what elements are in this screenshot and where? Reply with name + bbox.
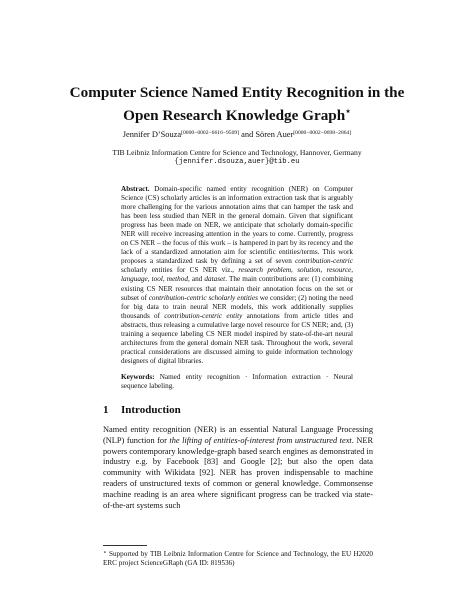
affiliation-line: TIB Leibniz Information Centre for Science and Technology, Hannover, Germany	[112, 148, 362, 157]
affiliation-block	[40, 148, 434, 167]
section-number: 1	[103, 404, 109, 416]
keywords	[121, 373, 353, 391]
author-name: Sören Auer	[255, 130, 294, 139]
title-footnote-mark: ⋆	[345, 106, 351, 116]
section-heading	[103, 404, 373, 417]
footnote-text: Supported by TIB Leibniz Information Centre for Science and Technology, the EU H2020 ERC project ScienceGRaph (GA ID: 819536)	[103, 550, 374, 567]
author-conjunction: and	[241, 130, 254, 139]
abstract-emphasis: contribution-centric	[295, 257, 353, 266]
body-text: . NER powers contemporary knowledge-graph based search engines as demonstrated in industry e.g. by Facebook [83] and Google [2]; but also the open data community with Wikidata [92]. NER has proven indispensable to machine readers of unstructured texts of common or general knowledge. Commonsense machine reading is an area where significant progress can be tracked via state-of-the-art systems such	[103, 435, 374, 510]
footnote	[103, 549, 373, 568]
abstract-emphasis: contribution-centric entity	[164, 311, 243, 320]
abstract-text: scholarly entities for CS NER viz.,	[121, 266, 234, 275]
author-orcid: [0000−0002−6616−9509]	[181, 130, 240, 136]
footnote-mark: ⋆	[103, 550, 107, 556]
keywords-text: Named entity recognition · Information extraction · Neural sequence labeling.	[121, 373, 354, 391]
title-text: Computer Science Named Entity Recognition in the Open Research Knowledge Graph	[69, 84, 405, 124]
section-title: Introduction	[121, 404, 181, 416]
abstract-emphasis: dataset	[204, 275, 226, 284]
footnote-rule	[103, 545, 147, 546]
author-name: Jennifer D’Souza	[122, 130, 182, 139]
author-emails: {jennifer.dsouza,auer}@tib.eu	[174, 157, 300, 166]
abstract	[121, 185, 353, 366]
body-text: Named entity recognition (NER) is an essential Natural Language Processing (NLP) function for	[103, 425, 373, 445]
abstract-text: we consider; (2) noting the need for big data to train neural NER models, this work additionally supplies thousands of	[121, 293, 354, 320]
paper-title	[60, 84, 414, 125]
abstract-emphasis: contribution-centric scholarly entities	[148, 293, 258, 302]
keywords-label: Keywords:	[121, 373, 155, 381]
author-orcid: [0000−0002−0698−2864]	[293, 130, 352, 136]
abstract-text: and	[191, 275, 203, 284]
author-list	[40, 128, 434, 140]
abstract-text: Domain-specific named entity recognition (NER) on Computer Science (CS) scholarly articles is an information extraction task that is arguably more challenging for the various annotation aims that can hamper the task and has been less studied than NER in the general domain. Given that significant progress has been made on NER, we anticipate that scholarly domain-specific NER will receive increasing attention in the years to come. Currently, progress on CS NER – the focus of this work – is hampered in part by its recency and the lack of a standardized annotation aim for scientific entities/terms. This work proposes a standardized task by defining a set of seven	[121, 185, 353, 266]
abstract-text: . The main contributions are: (1) combining existing CS NER resources that maintain their annotation focus on the set or subset of	[121, 275, 354, 302]
abstract-emphasis: research problem, solution, resource, language, tool, method,	[121, 266, 353, 284]
intro-paragraph	[103, 425, 373, 511]
abstract-label: Abstract.	[121, 185, 150, 193]
abstract-text: annotations from article titles and abstracts, thus releasing a cumulative large novel resource for CS NER; and, (3) training a sequence labeling CS NER model inspired by state-of-the-art neural architectures from the general domain NER task. Throughout the work, several practical considerations are discussed aiming to guide information technology designers of digital libraries.	[121, 311, 353, 365]
body-emphasis: the lifting of entities-of-interest from unstructured text	[169, 435, 352, 445]
